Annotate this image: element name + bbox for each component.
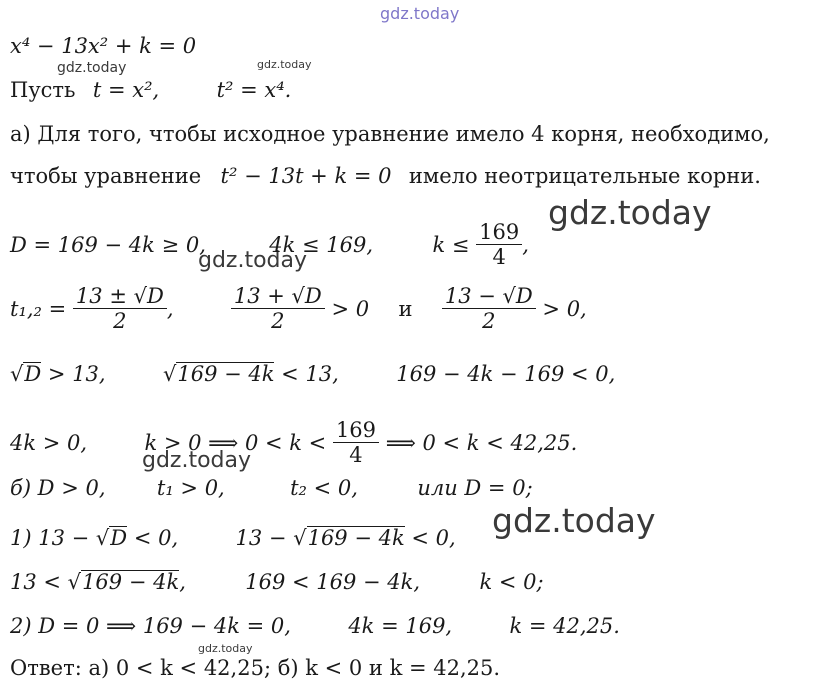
case-b-d-positive: б) D > 0,	[10, 476, 106, 500]
t1-positive: t₁ > 0,	[156, 476, 225, 500]
sqrt-greater-13: 13 < √169 − 4k,	[10, 570, 186, 594]
substitution-line	[10, 80, 291, 101]
answer-text: Ответ: а) 0 < k < 42,25; б) k < 0 и k = 42,25.	[10, 656, 501, 680]
linear-inequality: 169 − 4k − 169 < 0,	[396, 362, 616, 386]
roots-fraction: $\frac{13 \pm √D}{2}$	[73, 284, 167, 333]
watermark: gdz.today	[548, 193, 712, 232]
condition-post: имело неотрицательные корни.	[408, 164, 761, 188]
watermark: gdz.today	[198, 248, 308, 273]
discriminant-inequality: D = 169 − 4k ≥ 0,	[10, 233, 206, 258]
k-range-result: ⟹ 0 < k < 42,25.	[385, 431, 578, 456]
case-2-d-zero: 2) D = 0 ⟹ 169 − 4k = 0,	[10, 614, 291, 638]
k-negative: k < 0;	[479, 570, 544, 594]
case-1-sqrt-d: 1) 13 − √D < 0,	[10, 526, 179, 550]
k-equals: k = 42,25.	[509, 614, 620, 638]
equation-biquadratic	[10, 36, 196, 57]
case-1-sqrt-169: 13 − √169 − 4k < 0,	[235, 526, 456, 550]
root-plus-fraction: $\frac{13 + √D}{2}$	[231, 284, 325, 333]
word-and: и	[398, 297, 413, 322]
k-implication: k > 0 ⟹ 0 < k <	[144, 431, 327, 456]
substitution-t-squared: t² = x⁴.	[216, 78, 292, 102]
watermark: gdz.today	[142, 448, 252, 473]
fraction-169-over-4: $\frac{169}{4}$	[333, 418, 379, 467]
root-minus-fraction: $\frac{13 - √D}{2}$	[442, 284, 536, 333]
discriminant-line: D = 169 − 4k ≥ 0, 4k ≤ 169, k ≤ $\frac{169}{4}$ ,	[10, 220, 529, 270]
sqrt-d-inequality: √D > 13,	[10, 362, 106, 386]
or-d-zero: или D = 0;	[417, 476, 533, 500]
watermark: gdz.today	[492, 501, 656, 540]
watermark: gdz.today	[257, 58, 312, 71]
watermark-top: gdz.today	[380, 4, 460, 23]
substitution-t: t = x²,	[92, 78, 160, 102]
condition-line-a-cont	[10, 166, 761, 187]
four-k-positive: 4k > 0,	[10, 431, 88, 456]
quadratic-equation: t² − 13t + k = 0	[220, 164, 392, 188]
watermark: gdz.today	[198, 642, 253, 655]
equation-text: x⁴ − 13x² + k = 0	[10, 34, 197, 58]
four-k-equals: 4k = 169,	[348, 614, 453, 638]
case-2-line	[10, 616, 620, 637]
case-1-line	[10, 526, 456, 549]
case-1-result-line	[10, 570, 544, 593]
condition-text: а) Для того, чтобы исходное уравнение имело 4 корня, необходимо,	[10, 122, 770, 146]
k-range-line	[10, 420, 577, 469]
word-let: Пусть	[10, 78, 76, 102]
roots-line: t₁,₂ = $\frac{13 \pm √D}{2}$ , $\frac{13 + √D}{2}$ > 0 и $\frac{13 - √D}{2}$ > 0,	[10, 284, 587, 334]
condition-line-a	[10, 124, 770, 145]
k-bound-label: k ≤	[432, 233, 470, 258]
sqrt-169-inequality: √169 − 4k < 13,	[162, 362, 339, 386]
answer-line	[10, 658, 500, 679]
inequality-169: 169 < 169 − 4k,	[245, 570, 421, 594]
watermark: gdz.today	[57, 60, 127, 76]
roots-lhs: t₁,₂ =	[10, 297, 67, 322]
condition-line-b	[10, 478, 533, 499]
t2-negative: t₂ < 0,	[290, 476, 358, 500]
k-inequality: 4k ≤ 169,	[269, 233, 374, 258]
condition-pre: чтобы уравнение	[10, 164, 202, 188]
sqrt-inequality-line	[10, 362, 615, 385]
fraction-169-over-4: $\frac{169}{4}$	[476, 220, 522, 269]
